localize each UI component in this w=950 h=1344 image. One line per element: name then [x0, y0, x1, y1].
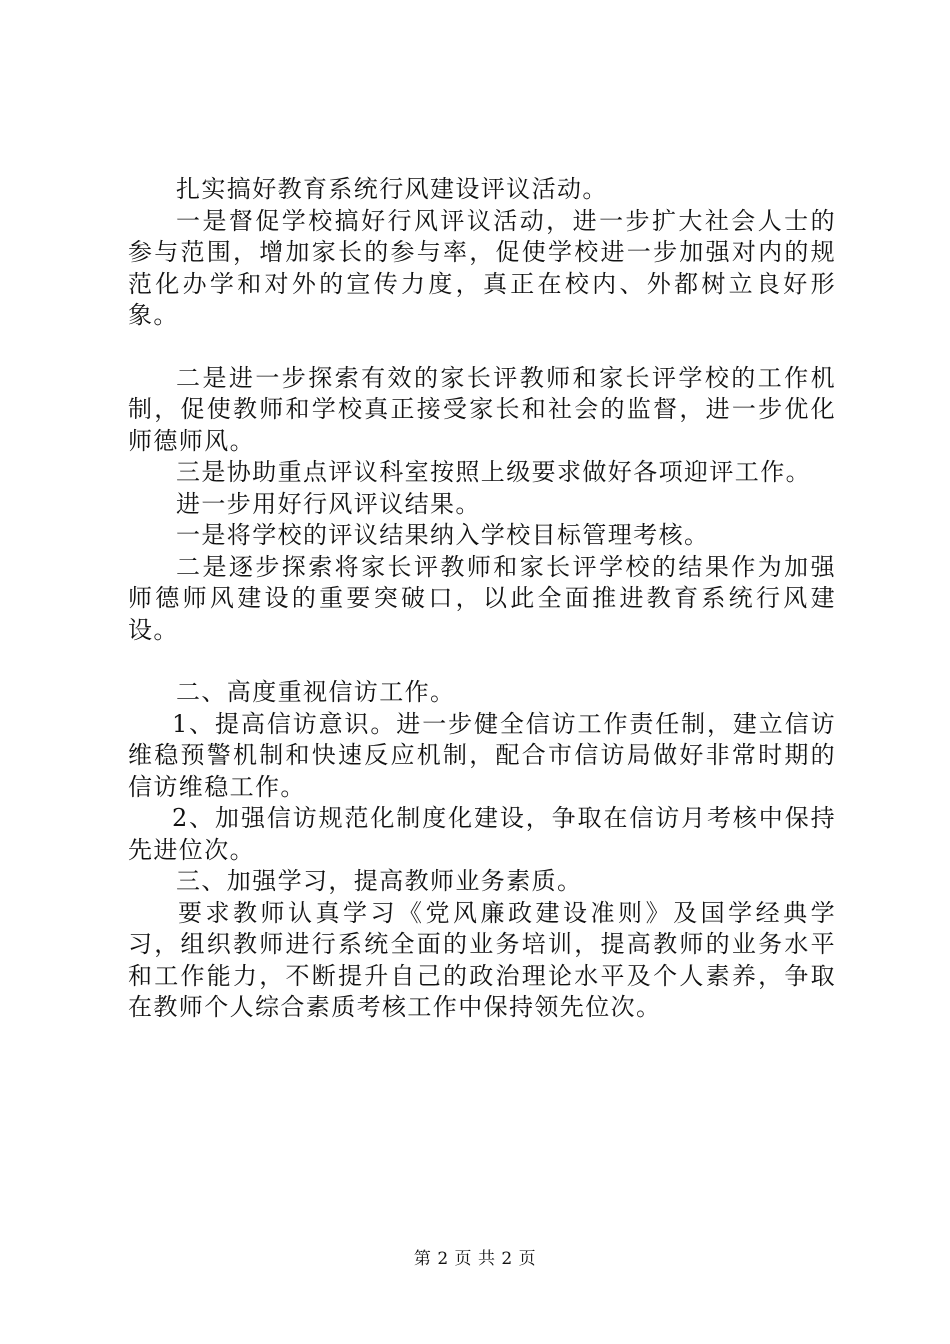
paragraph-review-item-2: 二是进一步探索有效的家长评教师和家长评学校的工作机制，促使教师和学校真正接受家长和社会的监督，进一步优化师德师风。 — [128, 363, 836, 455]
paragraph-heading-results: 进一步用好行风评议结果。 — [176, 489, 481, 518]
section-heading-learning: 三、加强学习，提高教师业务素质。 — [176, 867, 583, 895]
document-body — [128, 174, 836, 1024]
paragraph-review-item-1: 一是督促学校搞好行风评议活动，进一步扩大社会人士的参与范围，增加家长的参与率，促使学校进一步加强对内的规范化办学和对外的宣传力度，真正在校内、外都树立良好形象。 — [128, 206, 836, 329]
paragraph-learning-body: 要求教师认真学习《党风廉政建设准则》及国学经典学习，组织教师进行系统全面的业务培训，提高教师的业务水平和工作能力，不断提升自己的政治理论水平及个人素养，争取在教师个人综合素质考核工作中保持领先位次。 — [128, 898, 836, 1021]
paragraph-results-item-2: 二是逐步探索将家长评教师和家长评学校的结果作为加强师德师风建设的重要突破口，以此全面推进教育系统行风建设。 — [128, 552, 836, 644]
paragraph-heading-review: 扎实搞好教育系统行风建设评议活动。 — [176, 175, 608, 203]
paragraph-results-item-1: 一是将学校的评议结果纳入学校目标管理考核。 — [176, 521, 710, 549]
page-number-footer: 第 2 页 共 2 页 — [413, 1249, 537, 1269]
paragraph-review-item-3: 三是协助重点评议科室按照上级要求做好各项迎评工作。 — [176, 458, 811, 486]
paragraph-petition-item-2: 2、加强信访规范化制度化建设，争取在信访月考核中保持先进位次。 — [128, 804, 836, 864]
paragraph-petition-item-1: 1、提高信访意识。进一步健全信访工作责任制，建立信访维稳预警机制和快速反应机制，配合市信访局做好非常时期的信访维稳工作。 — [128, 709, 836, 801]
section-heading-petition: 二、高度重视信访工作。 — [176, 678, 456, 706]
